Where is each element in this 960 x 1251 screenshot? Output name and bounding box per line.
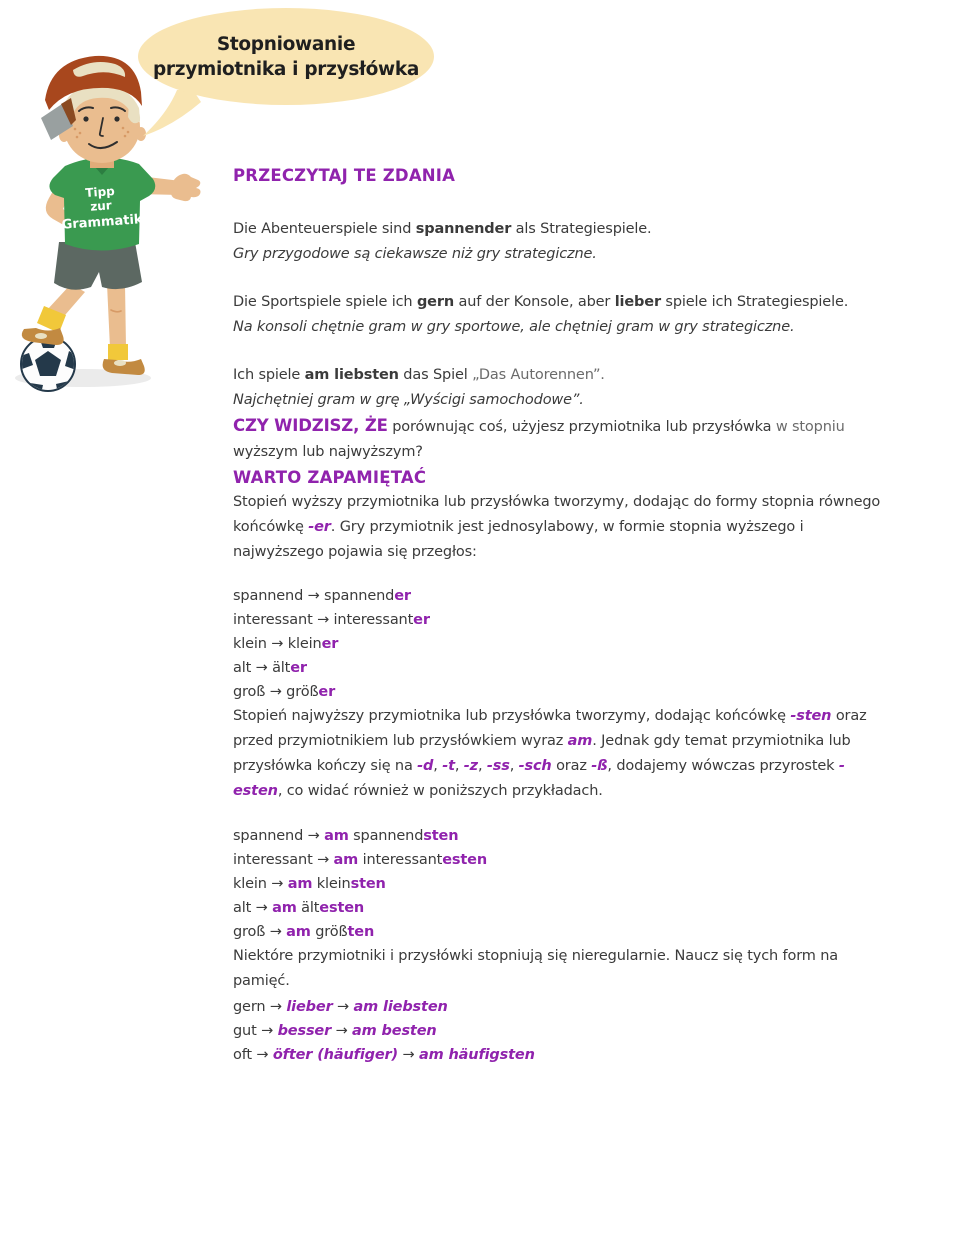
text-segment: sten (423, 828, 459, 844)
text-segment: groß → (233, 924, 287, 940)
text-segment: lieber (286, 999, 333, 1015)
shirt (49, 157, 155, 250)
inline-heading: CZY WIDZISZ, ŻE (233, 416, 388, 435)
content-blocks (233, 163, 891, 1067)
text-segment: oraz przed przymiotnikiem lub przysłówkiem wyraz (233, 708, 867, 749)
text-segment: Niektóre przymiotniki i przysłówki stopniują się nieregularnie. Naucz się tych form na pamięć. (233, 948, 838, 989)
text-segment: . Jednak gdy temat przymiotnika lub przysłówka kończy się na (233, 733, 851, 774)
czy-widzisz-paragraph (233, 413, 891, 465)
superlative-rule-paragraph (233, 704, 891, 804)
example-row (233, 680, 891, 704)
text-segment: . Gry przymiotnik jest jednosylabowy, w formie stopnia wyższego i najwyższego pojawia się przegłos: (233, 519, 804, 560)
text-segment: , (509, 758, 519, 774)
text-segment: klein → klein (233, 636, 322, 652)
comparative-examples-list (233, 584, 891, 704)
irregular-rule-paragraph (233, 944, 891, 994)
text-segment: größ (310, 924, 348, 940)
text-segment: spannend (348, 828, 424, 844)
text-segment: am häufigsten (418, 1047, 535, 1063)
text-segment: am (272, 900, 297, 916)
text-segment: alt → (233, 900, 273, 916)
text-segment: esten (319, 900, 365, 916)
irregular-examples-list (233, 995, 891, 1067)
text-segment: Najchętniej gram w grę „Wyścigi samochodowe”. (233, 392, 584, 408)
shirt-line-2: zur (89, 198, 113, 214)
text-segment: -er (308, 519, 331, 535)
sentence-polish-translation (233, 315, 891, 340)
text-segment: am (287, 876, 313, 892)
text-segment: esten (442, 852, 488, 868)
text-segment: am (333, 852, 359, 868)
text-segment: am liebsten (353, 999, 448, 1015)
example-row (233, 584, 891, 608)
text-segment: spannend → (233, 828, 325, 844)
speech-bubble-tail (143, 90, 213, 146)
text-segment: klein → (233, 876, 288, 892)
text-segment: Die Abenteuerspiele sind (233, 221, 416, 237)
text-segment: gern (416, 294, 455, 310)
text-segment: sten (350, 876, 386, 892)
shirt-line-3: Grammatik (61, 212, 144, 233)
text-segment: klein (312, 876, 351, 892)
text-segment: , co widać również w poniższych przykładach. (277, 783, 603, 799)
section-heading-przeczytaj: PRZECZYTAJ TE ZDANIA (233, 166, 456, 185)
text-segment: -z (463, 758, 478, 774)
section-heading-warto: WARTO ZAPAMIĘTAĆ (233, 468, 427, 487)
sentence-polish-translation (233, 388, 891, 413)
text-segment: -t (442, 758, 455, 774)
text-segment: am (567, 733, 593, 749)
left-leg (22, 284, 85, 345)
text-segment: gern → (233, 999, 287, 1015)
text-segment: am liebsten (304, 367, 399, 383)
text-segment: ten (347, 924, 375, 940)
sentence-pair (233, 363, 891, 413)
comparative-rule-paragraph (233, 490, 891, 565)
text-segment: interessant → (233, 852, 334, 868)
text-segment: er (413, 612, 430, 628)
text-segment: spannender (415, 221, 512, 237)
text-segment: am (324, 828, 349, 844)
example-row (233, 656, 891, 680)
superlative-examples-list (233, 824, 891, 944)
example-row (233, 896, 891, 920)
text-segment: -d (417, 758, 434, 774)
text-segment: , (477, 758, 487, 774)
text-segment: alt → ält (233, 660, 291, 676)
text-segment: Na konsoli chętnie gram w gry sportowe, ale chętniej gram w gry strategiczne. (233, 319, 795, 335)
text-segment: am besten (352, 1023, 437, 1039)
text-segment: er (318, 684, 336, 700)
text-segment: wyższym lub najwyższym? (233, 444, 423, 460)
sentence-german (233, 290, 891, 315)
example-row (233, 608, 891, 632)
text-segment: „Das Autorennen”. (472, 367, 605, 383)
text-segment: -sten (790, 708, 832, 724)
example-row (233, 824, 891, 848)
sentence-polish-translation (233, 242, 891, 267)
sentence-german (233, 363, 891, 388)
lesson-title-line-2: przymiotnika i przysłówka (152, 58, 420, 80)
text-segment: → (398, 1047, 419, 1063)
example-row (233, 920, 891, 944)
text-segment: er (321, 636, 339, 652)
text-segment: , (454, 758, 464, 774)
text-segment: am (286, 924, 311, 940)
right-leg (103, 284, 145, 375)
text-segment: oraz (551, 758, 592, 774)
text-segment: spannend → spannend (233, 588, 395, 604)
text-segment: interessant (358, 852, 443, 868)
sentence-pair (233, 290, 891, 340)
text-segment: groß → größ (233, 684, 319, 700)
text-segment: ält (296, 900, 320, 916)
speech-bubble (138, 8, 434, 105)
text-segment: Die Sportspiele spiele ich (233, 294, 417, 310)
text-segment: → (332, 999, 354, 1015)
text-segment: Stopień wyższy przymiotnika lub przysłówka tworzymy, dodając do formy stopnia równego końcówkę (233, 494, 881, 535)
sentence-german (233, 217, 891, 242)
example-row (233, 1043, 891, 1067)
example-row (233, 1019, 891, 1043)
text-segment: oft → (233, 1047, 273, 1063)
text-segment: lieber (614, 294, 661, 310)
text-segment: , (433, 758, 443, 774)
text-segment: Gry przygodowe są ciekawsze niż gry strategiczne. (233, 246, 597, 262)
text-segment: -sch (518, 758, 552, 774)
text-segment: besser (277, 1023, 332, 1039)
example-row (233, 848, 891, 872)
text-segment: spiele ich Strategiespiele. (660, 294, 849, 310)
text-segment: er (290, 660, 307, 676)
text-segment: w stopniu (775, 419, 845, 435)
text-segment: gut → (233, 1023, 278, 1039)
sentence-pair (233, 217, 891, 267)
example-row (233, 995, 891, 1019)
example-row (233, 632, 891, 656)
lesson-title-line-1: Stopniowanie (216, 33, 356, 55)
text-segment: öfter (häufiger) (272, 1047, 399, 1063)
text-segment: porównując coś, użyjesz przymiotnika lub przysłówka (387, 419, 776, 435)
text-segment: , dodajemy wówczas przyrostek (607, 758, 839, 774)
text-segment: das Spiel (398, 367, 473, 383)
text-segment: -ß (591, 758, 608, 774)
head (41, 56, 146, 168)
text-segment: Stopień najwyższy przymiotnika lub przysłówka tworzymy, dodając końcówkę (233, 708, 791, 724)
shirt-line-1: Tipp (84, 184, 116, 201)
text-segment: → (331, 1023, 353, 1039)
text-segment: auf der Konsole, aber (454, 294, 615, 310)
text-segment: er (394, 588, 411, 604)
example-row (233, 872, 891, 896)
text-segment: -esten (233, 758, 845, 799)
text-segment: -ss (486, 758, 510, 774)
text-segment: als Strategiespiele. (511, 221, 652, 237)
text-segment: interessant → interessant (233, 612, 414, 628)
text-segment: Ich spiele (233, 367, 305, 383)
